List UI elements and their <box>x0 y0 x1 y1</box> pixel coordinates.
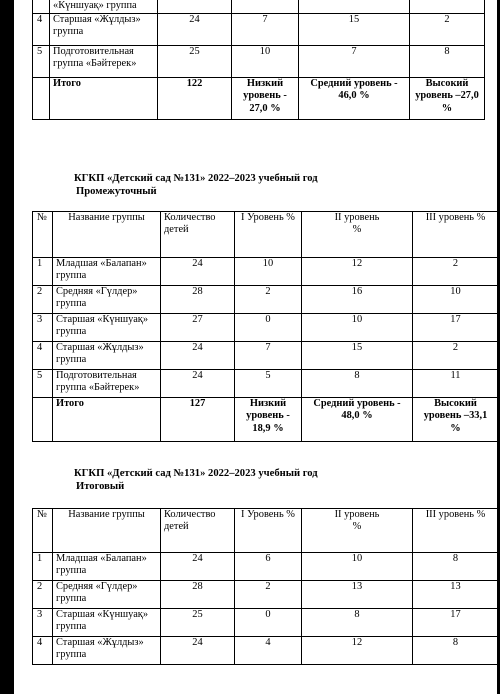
total-label: Итого <box>50 78 158 120</box>
table-row <box>33 258 499 286</box>
level-3: 8 <box>413 553 499 581</box>
children-count: 25 <box>161 609 235 637</box>
row-num: 4 <box>33 14 50 46</box>
row-num: 4 <box>33 637 53 665</box>
level-1: 0 <box>235 609 302 637</box>
section-title: КГКП «Детский сад №131» 2022–2023 учебный год <box>74 173 318 184</box>
section-heading <box>74 467 318 493</box>
table-row <box>33 637 499 665</box>
section-subtitle: Промежуточный <box>76 186 157 197</box>
children-count: 27 <box>161 314 235 342</box>
section-heading <box>74 172 318 198</box>
level-3: 8 <box>413 637 499 665</box>
level-3: 13 <box>413 581 499 609</box>
level-3 <box>410 0 485 14</box>
group-name: Старшая «Күншуақ» группа <box>53 609 161 637</box>
group-name: Младшая «Балапан» группа <box>53 258 161 286</box>
total-low-level: Низкий уровень - 18,9 % <box>235 398 302 442</box>
header-row <box>33 509 499 553</box>
level-3: 17 <box>413 609 499 637</box>
total-low-level: Низкий уровень - 27,0 % <box>232 78 299 120</box>
level-2: 10 <box>302 553 413 581</box>
children-count: 24 <box>161 370 235 398</box>
level-2: 15 <box>302 342 413 370</box>
col-header-num: № <box>33 509 53 553</box>
total-mid-level: Средний уровень - 48,0 % <box>302 398 413 442</box>
children-count: 28 <box>161 286 235 314</box>
col-header-name: Название группы <box>53 509 161 553</box>
total-high-level: Высокий уровень –33,1 % <box>413 398 499 442</box>
col-header-level-2: II уровень % <box>302 509 413 553</box>
children-count: 24 <box>158 14 232 46</box>
results-table-intermediate <box>32 211 499 442</box>
children-count: 24 <box>161 553 235 581</box>
table-row <box>33 286 499 314</box>
level-2: 16 <box>302 286 413 314</box>
group-name: Старшая «Жұлдыз» группа <box>50 14 158 46</box>
children-count: 25 <box>158 46 232 78</box>
level-2: 12 <box>302 637 413 665</box>
level-1: 0 <box>235 314 302 342</box>
group-name: Средняя «Гүлдер» группа <box>53 581 161 609</box>
level-1 <box>232 0 299 14</box>
level-3: 2 <box>413 258 499 286</box>
level-1: 7 <box>232 14 299 46</box>
level-2 <box>299 0 410 14</box>
left-edge-bar <box>0 0 14 694</box>
level-3: 11 <box>413 370 499 398</box>
children-count: 24 <box>161 342 235 370</box>
level-3: 2 <box>410 14 485 46</box>
total-label: Итого <box>53 398 161 442</box>
children-count: 24 <box>161 637 235 665</box>
group-name: Старшая «Жұлдыз» группа <box>53 342 161 370</box>
total-row <box>33 398 499 442</box>
table-row <box>33 609 499 637</box>
col-header-num: № <box>33 212 53 258</box>
total-high-level: Высокий уровень –27,0 % <box>410 78 485 120</box>
table-row <box>33 46 485 78</box>
row-num: 3 <box>33 314 53 342</box>
group-name: Средняя «Гүлдер» группа <box>53 286 161 314</box>
level-3: 17 <box>413 314 499 342</box>
row-num: 4 <box>33 342 53 370</box>
col-header-level-1: I Уровень % <box>235 212 302 258</box>
total-row <box>33 78 485 120</box>
row-num: 3 <box>33 609 53 637</box>
col-header-level-2: II уровень % <box>302 212 413 258</box>
level-2: 8 <box>302 609 413 637</box>
table-row <box>33 14 485 46</box>
group-name: Старшая «Жұлдыз» группа <box>53 637 161 665</box>
group-name: Старшая «Күншуақ» группа <box>53 314 161 342</box>
table-row <box>33 0 485 14</box>
header-row <box>33 212 499 258</box>
total-count: 127 <box>161 398 235 442</box>
row-num: 5 <box>33 370 53 398</box>
table-row <box>33 553 499 581</box>
level-1: 4 <box>235 637 302 665</box>
table-row <box>33 370 499 398</box>
table-row <box>33 342 499 370</box>
row-num: 1 <box>33 553 53 581</box>
row-num: 2 <box>33 286 53 314</box>
level-2: 15 <box>299 14 410 46</box>
level-1: 2 <box>235 286 302 314</box>
level-3: 2 <box>413 342 499 370</box>
group-name: «Күншуақ» группа <box>50 0 158 14</box>
children-count <box>158 0 232 14</box>
section-title: КГКП «Детский сад №131» 2022–2023 учебный год <box>74 468 318 479</box>
group-name: Подготовительная группа «Бәйтерек» <box>53 370 161 398</box>
level-1: 10 <box>235 258 302 286</box>
group-name: Младшая «Балапан» группа <box>53 553 161 581</box>
col-header-count: Количество детей <box>161 212 235 258</box>
level-2: 10 <box>302 314 413 342</box>
total-count: 122 <box>158 78 232 120</box>
col-header-count: Количество детей <box>161 509 235 553</box>
row-num: 2 <box>33 581 53 609</box>
results-table-final <box>32 508 499 665</box>
level-1: 6 <box>235 553 302 581</box>
row-num: 1 <box>33 258 53 286</box>
level-1: 10 <box>232 46 299 78</box>
col-header-name: Название группы <box>53 212 161 258</box>
level-1: 5 <box>235 370 302 398</box>
row-num: 5 <box>33 46 50 78</box>
level-3: 10 <box>413 286 499 314</box>
children-count: 28 <box>161 581 235 609</box>
col-header-level-1: I Уровень % <box>235 509 302 553</box>
table-row <box>33 581 499 609</box>
col-header-level-3: III уровень % <box>413 212 499 258</box>
level-2: 8 <box>302 370 413 398</box>
row-num <box>33 0 50 14</box>
level-2: 7 <box>299 46 410 78</box>
children-count: 24 <box>161 258 235 286</box>
group-name: Подготовительная группа «Бәйтерек» <box>50 46 158 78</box>
results-table-start <box>32 0 485 120</box>
level-2: 12 <box>302 258 413 286</box>
level-1: 7 <box>235 342 302 370</box>
level-3: 8 <box>410 46 485 78</box>
level-1: 2 <box>235 581 302 609</box>
table-row <box>33 314 499 342</box>
level-2: 13 <box>302 581 413 609</box>
col-header-level-3: III уровень % <box>413 509 499 553</box>
section-subtitle: Итоговый <box>76 481 125 492</box>
total-mid-level: Средний уровень - 46,0 % <box>299 78 410 120</box>
